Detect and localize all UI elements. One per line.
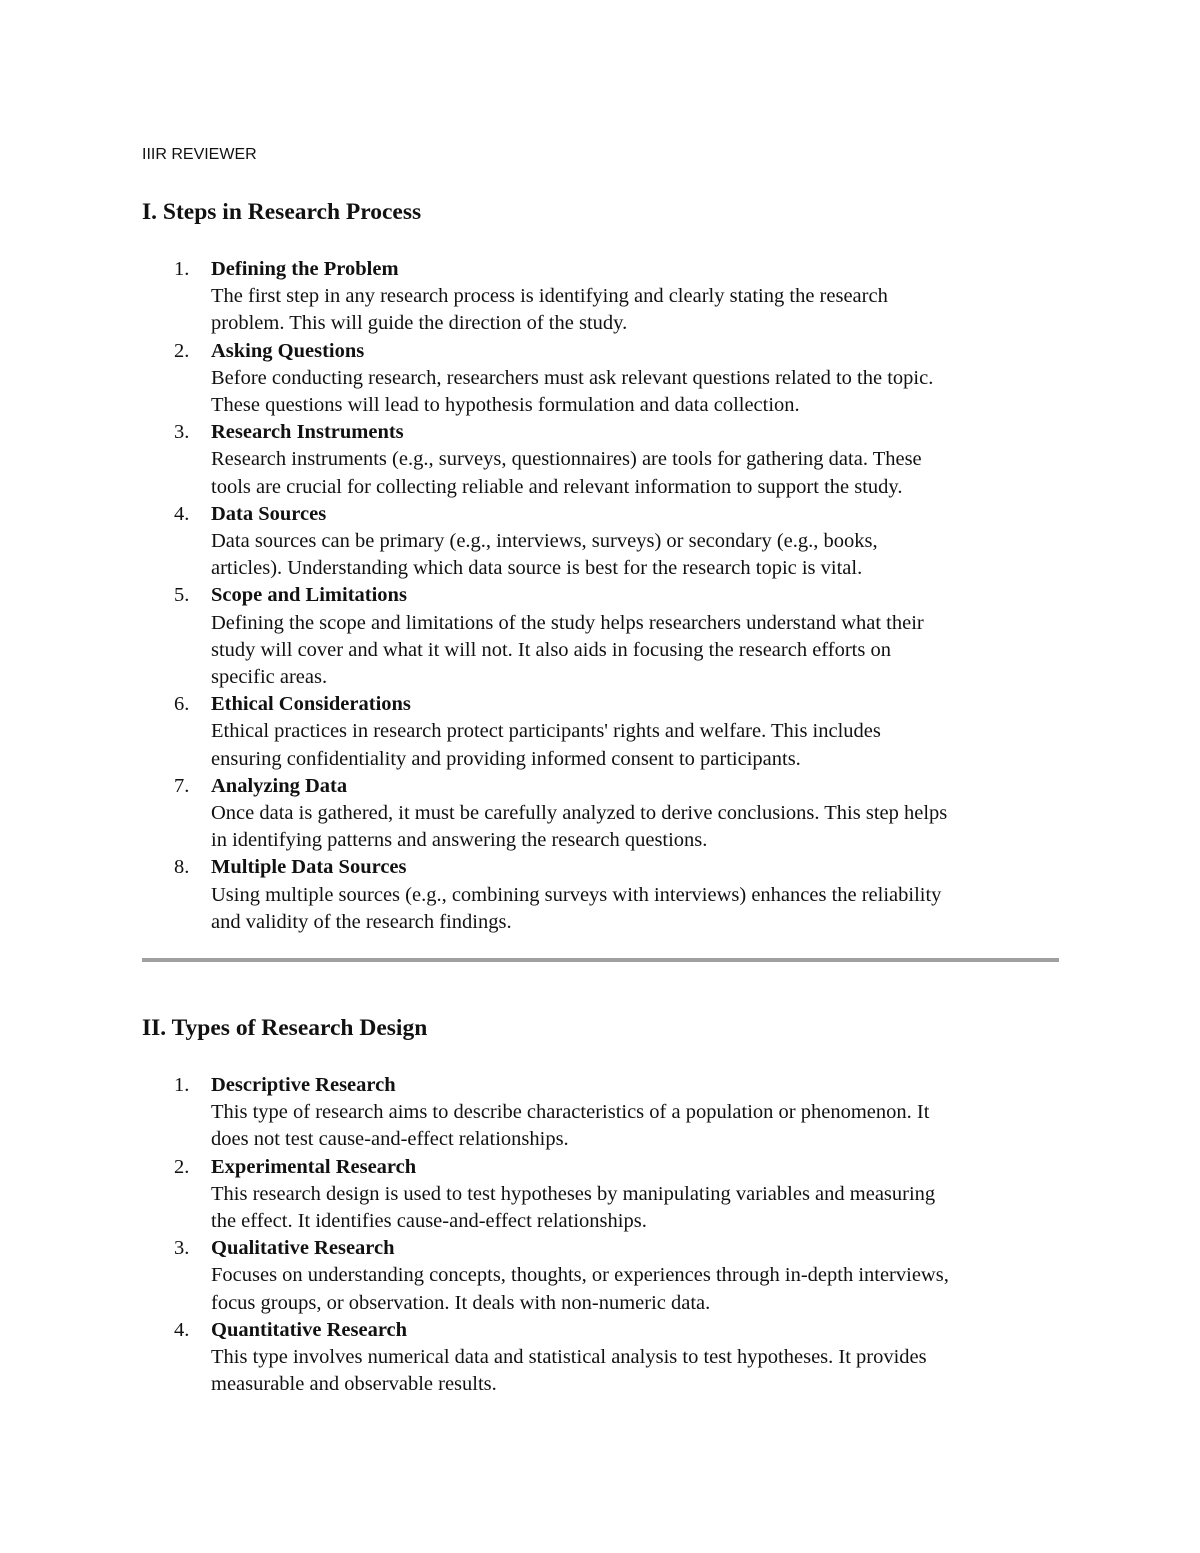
item-desc-line: specific areas.: [211, 666, 328, 689]
list-item: [0, 501, 1100, 583]
item-title: Data Sources: [211, 502, 327, 525]
list-item: [0, 582, 1100, 691]
steps-list: [0, 256, 1100, 936]
list-item: [0, 1235, 1100, 1317]
item-desc-line: Ethical practices in research protect participants' rights and welfare. This includes: [211, 720, 881, 743]
list-number: 2.: [174, 339, 190, 362]
item-desc-line: Defining the scope and limitations of the study helps researchers understand what their: [211, 611, 924, 634]
list-number: 1.: [174, 258, 190, 280]
item-desc-line: in identifying patterns and answering the research questions.: [211, 829, 708, 852]
list-number: 3.: [174, 421, 190, 444]
list-number: 1.: [174, 1074, 190, 1096]
list-number: 3.: [174, 1237, 190, 1260]
item-title: Qualitative Research: [211, 1237, 395, 1260]
list-item: [0, 773, 1100, 855]
item-desc-line: articles). Understanding which data source is best for the research topic is vital.: [211, 557, 863, 580]
designs-list: [0, 1072, 1100, 1398]
list-item: [0, 338, 1100, 420]
item-desc-line: This type of research aims to describe characteristics of a population or phenomenon. It: [211, 1101, 930, 1124]
document-label: IIIR REVIEWER: [142, 146, 257, 163]
item-desc-line: problem. This will guide the direction of the study.: [211, 312, 628, 335]
list-number: 5.: [174, 584, 190, 607]
item-desc-line: This type involves numerical data and statistical analysis to test hypotheses. It provides: [211, 1346, 927, 1369]
list-item: [0, 854, 1100, 936]
item-desc-line: Once data is gathered, it must be carefully analyzed to derive conclusions. This step helps: [211, 802, 948, 825]
item-desc-line: and validity of the research findings.: [211, 910, 512, 933]
list-number: 8.: [174, 856, 190, 879]
list-number: 4.: [174, 1318, 190, 1341]
item-desc-line: Before conducting research, researchers must ask relevant questions related to the topic.: [211, 366, 934, 389]
item-desc-line: focus groups, or observation. It deals with non-numeric data.: [211, 1291, 711, 1314]
list-item: [0, 256, 1100, 338]
list-item: [0, 1317, 1100, 1399]
list-item: [0, 691, 1100, 773]
list-number: 2.: [174, 1155, 190, 1178]
item-title: Analyzing Data: [211, 774, 348, 797]
item-desc-line: The first step in any research process is identifying and clearly stating the research: [211, 285, 888, 308]
section-title-designs: II. Types of Research Design: [142, 1015, 428, 1041]
item-desc-line: Research instruments (e.g., surveys, questionnaires) are tools for gathering data. These: [211, 448, 922, 471]
list-number: 7.: [174, 774, 190, 797]
horizontal-divider: [142, 958, 1059, 962]
list-number: 4.: [174, 502, 190, 525]
item-desc-line: ensuring confidentiality and providing informed consent to participants.: [211, 747, 801, 770]
item-title: Defining the Problem: [211, 258, 399, 280]
item-desc-line: tools are crucial for collecting reliable and relevant information to support the study.: [211, 475, 903, 498]
item-desc-line: does not test cause-and-effect relationships.: [211, 1128, 569, 1151]
item-title: Ethical Considerations: [211, 693, 411, 716]
item-title: Quantitative Research: [211, 1318, 408, 1341]
item-desc-line: These questions will lead to hypothesis formulation and data collection.: [211, 394, 800, 417]
list-item: [0, 1072, 1100, 1154]
item-desc-line: measurable and observable results.: [211, 1373, 497, 1396]
item-desc-line: Focuses on understanding concepts, thoughts, or experiences through in-depth interviews,: [211, 1264, 949, 1287]
item-title: Descriptive Research: [211, 1074, 396, 1096]
section-title-steps: I. Steps in Research Process: [142, 199, 422, 225]
item-desc-line: Using multiple sources (e.g., combining surveys with interviews) enhances the reliability: [211, 883, 942, 906]
list-item: [0, 1154, 1100, 1236]
item-desc-line: the effect. It identifies cause-and-effect relationships.: [211, 1210, 647, 1233]
item-desc-line: This research design is used to test hypotheses by manipulating variables and measuring: [211, 1182, 936, 1205]
item-title: Asking Questions: [211, 339, 365, 362]
item-desc-line: Data sources can be primary (e.g., interviews, surveys) or secondary (e.g., books,: [211, 530, 878, 553]
item-title: Research Instruments: [211, 421, 404, 444]
item-title: Experimental Research: [211, 1155, 417, 1178]
item-title: Multiple Data Sources: [211, 856, 407, 879]
list-item: [0, 419, 1100, 501]
list-number: 6.: [174, 693, 190, 716]
item-desc-line: study will cover and what it will not. It also aids in focusing the research efforts on: [211, 638, 891, 661]
item-title: Scope and Limitations: [211, 584, 407, 607]
